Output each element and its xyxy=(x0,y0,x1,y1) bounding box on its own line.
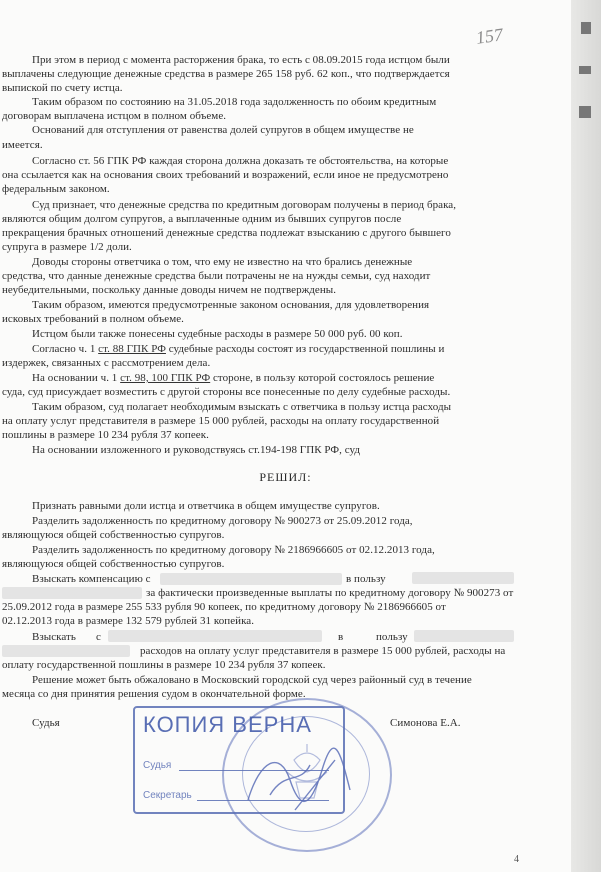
text-line: Таким образом, суд полагает необходимым взыскать с ответчика в пользу истца расходы xyxy=(32,401,452,413)
text-line: При этом в период с момента расторжения брака, то есть с 08.09.2015 года истцом были xyxy=(32,54,450,66)
text-line: в пользу xyxy=(346,573,386,585)
text-line: Решение может быть обжаловано в Московский городской суд через районный суд в течение xyxy=(32,674,472,686)
text-line: имеется. xyxy=(2,139,43,151)
text-fragment: стороне, в пользу которой состоялось решение xyxy=(210,372,435,384)
redacted-area xyxy=(2,587,142,599)
page-edge xyxy=(571,0,601,872)
text-line: неубедительными, поскольку данные доводы ничем не подтверждены. xyxy=(2,284,337,296)
text-fragment: судебные расходы состоят из государственной пошлины и xyxy=(165,343,445,355)
text-line: прекращения брачных отношений денежные средства подлежат взысканию с другого бывшего xyxy=(2,227,451,239)
text-line: расходов на оплату услуг представителя в размере 15 000 рублей, расходы на xyxy=(140,645,506,657)
text-line: Таким образом по состоянию на 31.05.2018 года задолженность по обоим кредитным xyxy=(32,96,437,108)
text-line: Оснований для отступления от равенства долей супругов в общем имуществе не xyxy=(32,124,414,136)
text-line: она ссылается как на основания своих требований и возражений, если иное не предусмотрено xyxy=(2,169,449,181)
text-line: Таким образом, имеются предусмотренные законом основания, для удовлетворения xyxy=(32,299,430,311)
redacted-area xyxy=(160,573,342,585)
text-line: месяца со дня принятия решения судом в окончательной форме. xyxy=(2,688,306,700)
stamp-title: КОПИЯ ВЕРНА xyxy=(143,712,312,737)
law-link[interactable]: ст. 88 ГПК РФ xyxy=(98,343,166,355)
text-line: супруга в размере 1/2 доли. xyxy=(2,241,132,253)
text-line: являющуюся общей собственностью супругов. xyxy=(2,529,225,541)
text-line: На основании изложенного и руководствуясь ст.194-198 ГПК РФ, суд xyxy=(32,444,360,456)
text-line: Доводы стороны ответчика о том, что ему не известно на что брались денежные xyxy=(32,256,413,268)
text-line: исковых требований в полном объеме. xyxy=(2,313,184,325)
text-line: являются общим долгом супругов, а выплаченные одним из бывших супругов после xyxy=(2,213,402,225)
stamp-secretary-label: Секретарь xyxy=(143,790,192,801)
text-fragment: Согласно ч. 1 xyxy=(32,343,99,355)
handwritten-page-number: 157 xyxy=(474,24,505,48)
text-line: выплачены следующие денежные средства в размере 265 158 руб. 62 коп., что подтверждается xyxy=(2,68,450,80)
text-line: 02.12.2013 года в размере 132 579 рублей 31 копейка. xyxy=(2,615,255,627)
text-line-with-reference xyxy=(32,343,444,356)
text-line: с xyxy=(96,631,101,643)
text-line: за фактически произведенные выплаты по кредитному договору № 900273 от xyxy=(146,587,514,599)
text-line: Взыскать xyxy=(32,631,76,643)
text-line: Признать равными доли истца и ответчика в общем имуществе супругов. xyxy=(32,500,380,512)
redacted-area xyxy=(108,630,322,642)
text-line: 25.09.2012 года в размере 255 533 рубля 90 копеек, по кредитному договору № 2186966605 от xyxy=(2,601,446,613)
text-line: договорам выплачена истцом в полном объеме. xyxy=(2,110,227,122)
text-line: пользу xyxy=(376,631,408,643)
law-link[interactable]: ст. 98, 100 ГПК РФ xyxy=(120,372,211,384)
text-line: издержек, связанных с рассмотрением дела. xyxy=(2,357,211,369)
redacted-area xyxy=(2,645,130,657)
text-line: федеральным законом. xyxy=(2,183,110,195)
stamp-judge-label: Судья xyxy=(143,760,172,771)
page-number: 4 xyxy=(514,854,519,865)
text-line: пошлины в размере 10 234 рубля 37 копеек. xyxy=(2,429,209,441)
text-line: Разделить задолженность по кредитному договору № 900273 от 25.09.2012 года, xyxy=(32,515,413,527)
redacted-area xyxy=(412,572,514,584)
text-line: средства, что данные денежные средства были потрачены не на нужды семьи, суд находит xyxy=(2,270,431,282)
text-line: Суд признает, что денежные средства по кредитным договорам получены в период брака, xyxy=(32,199,457,211)
text-line: являющуюся общей собственностью супругов. xyxy=(2,558,225,570)
handwritten-signature xyxy=(240,740,360,820)
text-line: оплату государственной пошлины в размере 10 234 рубля 37 копеек. xyxy=(2,659,326,671)
text-line: Истцом были также понесены судебные расходы в размере 50 000 руб. 00 коп. xyxy=(32,328,403,340)
judge-label: Судья xyxy=(32,717,60,729)
text-line: на оплату услуг представителя в размере 15 000 рублей, расходы на оплату государственной xyxy=(2,415,440,427)
text-line-with-reference xyxy=(32,372,434,385)
redacted-area xyxy=(414,630,514,642)
text-fragment: На основании ч. 1 xyxy=(32,372,121,384)
decision-heading: РЕШИЛ: xyxy=(259,470,312,484)
text-line: Согласно ст. 56 ГПК РФ каждая сторона должна доказать те обстоятельства, на которые xyxy=(32,155,449,167)
text-line: Разделить задолженность по кредитному договору № 2186966605 от 02.12.2013 года, xyxy=(32,544,435,556)
text-line: Взыскать компенсацию с xyxy=(32,573,151,585)
text-line: выпиской по счету истца. xyxy=(2,82,123,94)
text-line: в xyxy=(338,631,344,643)
text-line: суда, суд присуждает возместить с другой стороны все понесенные по делу судебные расходы. xyxy=(2,386,451,398)
judge-name: Симонова Е.А. xyxy=(390,717,461,729)
